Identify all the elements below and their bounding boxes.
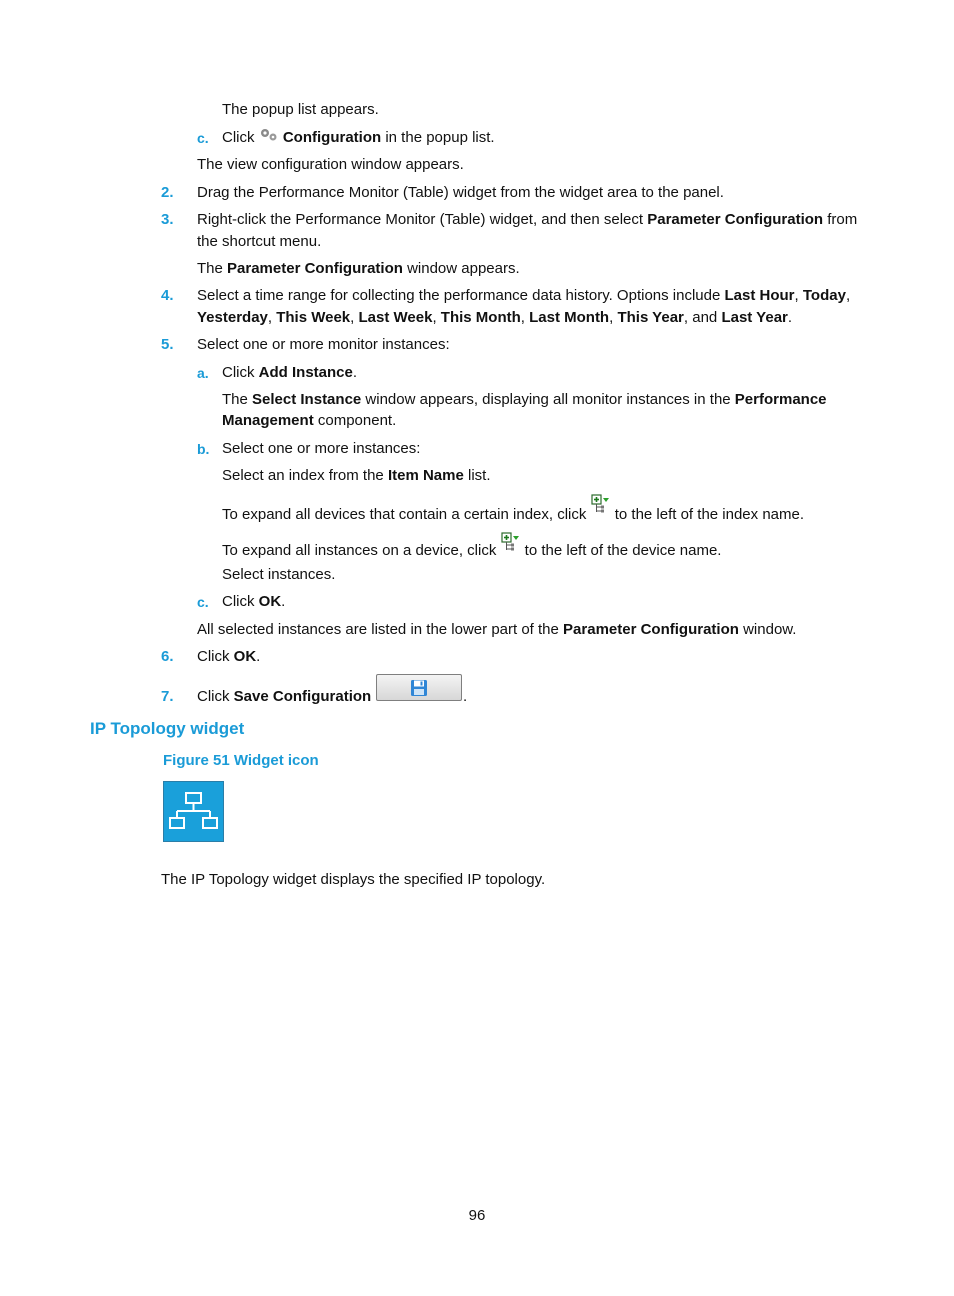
substep-c-marker: c. xyxy=(197,130,209,146)
section-heading: IP Topology widget xyxy=(90,719,245,738)
option-yesterday: Yesterday xyxy=(197,309,268,326)
step-4-line2: Yesterday, This Week, Last Week, This Month, Last Month, This Year, and Last Year. xyxy=(197,309,793,326)
option-this-year: This Year xyxy=(617,309,684,326)
result-a: The xyxy=(222,391,248,408)
step-7-period: . xyxy=(463,688,468,705)
step-5-number: 5. xyxy=(161,336,174,353)
management-bold: Management xyxy=(222,412,314,429)
step-3-text-b: from xyxy=(827,211,858,228)
step-6-number: 6. xyxy=(161,648,174,665)
substep-b-marker: b. xyxy=(197,441,210,457)
section-description: The IP Topology widget displays the specified IP topology. xyxy=(161,871,546,888)
configuration-bold: Configuration xyxy=(282,129,382,146)
step-3-text-a: Right-click the Performance Monitor (Table) widget, and then select xyxy=(197,211,644,228)
floppy-disk-icon xyxy=(410,679,428,701)
step-7-number: 7. xyxy=(161,688,174,705)
gears-icon xyxy=(259,128,279,148)
and-text: and xyxy=(692,309,718,326)
substep-a-result-line1 xyxy=(222,390,827,410)
step-3-line2: the shortcut menu. xyxy=(197,233,322,250)
substep-c2-text: Click OK. xyxy=(222,593,286,610)
option-this-month: This Month xyxy=(440,309,521,326)
step-3-bold: Parameter Configuration xyxy=(647,211,824,228)
click-label: Click xyxy=(197,688,230,705)
result-c: component. xyxy=(317,412,397,429)
option-last-week: Last Week xyxy=(358,309,433,326)
click-label: Click xyxy=(222,129,255,146)
b-line1-b: list. xyxy=(467,467,491,484)
network-topology-icon xyxy=(163,781,224,842)
substep-a-marker: a. xyxy=(197,365,209,381)
save-configuration-button[interactable] xyxy=(376,674,462,701)
substep-c-configuration xyxy=(222,128,495,148)
option-last-hour: Last Hour xyxy=(724,287,795,304)
selected-b: window. xyxy=(743,621,797,638)
substep-b-line4: Select instances. xyxy=(222,566,336,583)
figure-caption: Figure 51 Widget icon xyxy=(163,752,319,769)
item-name-bold: Item Name xyxy=(387,467,464,484)
step-7-text xyxy=(197,687,371,707)
view-window-text: The view configuration window appears. xyxy=(197,156,464,173)
b-line1-a: Select an index from the xyxy=(222,467,384,484)
b-line3-a: To expand all instances on a device, click xyxy=(222,541,497,559)
option-last-year: Last Year xyxy=(721,309,788,326)
expand-tree-icon xyxy=(591,494,611,520)
substep-a-text: Click Add Instance. xyxy=(222,364,358,381)
b-line2-a: To expand all devices that contain a certain index, click xyxy=(222,505,587,523)
step-6-text: Click OK. xyxy=(197,648,261,665)
step-3-result xyxy=(197,259,520,279)
step-2-number: 2. xyxy=(161,184,174,201)
substep-b-text: Select one or more instances: xyxy=(222,440,421,457)
popup-appears-text: The popup list appears. xyxy=(222,101,379,118)
step-4-line1: Select a time range for collecting the performance data history. Options include Last Hour, Today, xyxy=(197,287,851,304)
step-3-result-bold: Parameter Configuration xyxy=(227,260,403,277)
selected-instances-text xyxy=(197,620,796,640)
ok-bold: OK xyxy=(233,648,257,665)
selected-a: All selected instances are listed in the lower part of the xyxy=(197,621,559,638)
substep-b-line3 xyxy=(222,538,721,564)
substep-b-line2 xyxy=(222,502,804,528)
step-4-text: Select a time range for collecting the performance data history. Options include xyxy=(197,287,721,304)
ok-bold: OK xyxy=(258,593,282,610)
step-4-number: 4. xyxy=(161,287,174,304)
select-instance-bold: Select Instance xyxy=(252,391,362,408)
option-last-month: Last Month xyxy=(529,309,610,326)
page-number: 96 xyxy=(468,1207,486,1224)
performance-bold: Performance xyxy=(734,391,827,408)
add-instance-bold: Add Instance xyxy=(258,364,353,381)
b-line3-b: to the left of the device name. xyxy=(524,541,722,559)
step-5-text: Select one or more monitor instances: xyxy=(197,336,450,353)
parameter-configuration-bold: Parameter Configuration xyxy=(563,621,739,638)
click-label: Click xyxy=(222,593,255,610)
step-3-result-a: The xyxy=(197,260,223,277)
result-b: window appears, displaying all monitor instances in the xyxy=(365,391,731,408)
option-today: Today xyxy=(802,287,846,304)
substep-c2-marker: c. xyxy=(197,594,209,610)
step-3-result-b: window appears. xyxy=(407,260,520,277)
click-label: Click xyxy=(197,648,230,665)
step-3-number: 3. xyxy=(161,211,174,228)
step-2-text: Drag the Performance Monitor (Table) widget from the widget area to the panel. xyxy=(197,184,724,201)
expand-tree-icon xyxy=(501,532,521,558)
step-3-line1 xyxy=(197,210,857,230)
configuration-rest: in the popup list. xyxy=(385,129,495,146)
option-this-week: This Week xyxy=(276,309,351,326)
click-label: Click xyxy=(222,364,255,381)
substep-a-result-line2 xyxy=(222,411,396,431)
b-line2-b: to the left of the index name. xyxy=(614,505,805,523)
save-configuration-bold: Save Configuration xyxy=(233,688,372,705)
substep-b-line1 xyxy=(222,466,490,486)
